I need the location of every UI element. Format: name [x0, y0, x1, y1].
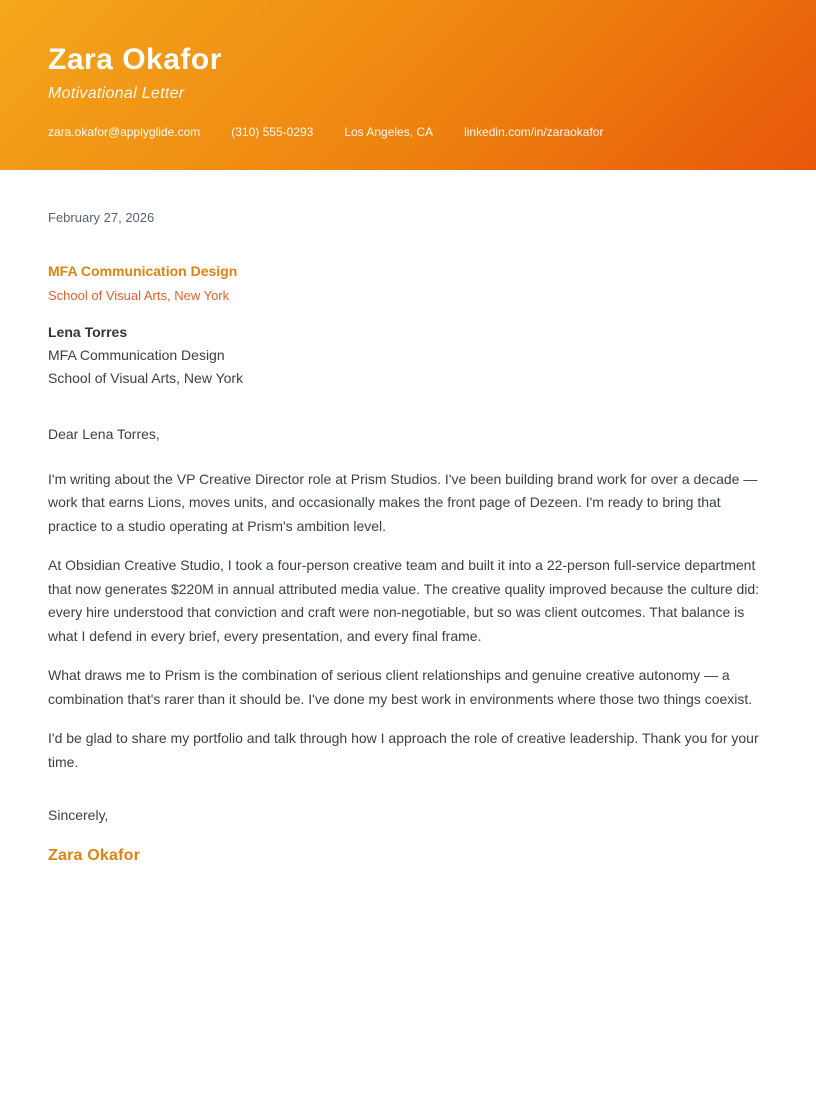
contact-linkedin: linkedin.com/in/zaraokafor	[464, 124, 604, 139]
paragraph-call-to-action: I'd be glad to share my portfolio and talk through how I approach the role of creative leadership. Thank you for your time.	[48, 730, 759, 770]
contact-location: Los Angeles, CA	[344, 124, 434, 139]
paragraph-motivation: What draws me to Prism is the combination of serious client relationships and genuine creative autonomy — a combination that's rarer than it should be. I've done my best work in environments where those two things coexist.	[48, 667, 753, 707]
applicant-name: Zara Okafor	[48, 43, 222, 76]
closing-line: Sincerely,	[48, 807, 109, 823]
letter-header	[0, 0, 816, 170]
contact-phone: (310) 555-0293	[231, 124, 314, 139]
contact-info-row	[48, 125, 768, 139]
contact-email: zara.okafor@applyglide.com	[48, 124, 201, 139]
recipient-contact-name: Lena Torres	[48, 324, 128, 340]
letter-body	[0, 210, 816, 865]
salutation: Dear Lena Torres,	[48, 426, 160, 442]
paragraph-experience: At Obsidian Creative Studio, I took a four-person creative team and built it into a 22-person full-service department that now generates $220M in annual attributed media value. The creative quality improved because the culture did: every hire understood that conviction and craft were non-negotiable, but so was client outcomes. That balance is what I defend in every brief, every presentation, and every final frame.	[48, 557, 760, 644]
recipient-block	[48, 262, 768, 390]
paragraph-intro: I'm writing about the VP Creative Director role at Prism Studios. I've been building brand work for over a decade — work that earns Lions, moves units, and occasionally makes the front page of Dezeen. I'm ready to bring that practice to a studio operating at Prism's ambition level.	[48, 470, 758, 534]
recipient-contact-program: MFA Communication Design	[48, 347, 225, 363]
recipient-program-heading: MFA Communication Design	[48, 263, 238, 279]
recipient-school-subheading: School of Visual Arts, New York	[48, 288, 230, 303]
signature-name: Zara Okafor	[48, 846, 141, 864]
document-type-subtitle: Motivational Letter	[48, 84, 185, 102]
recipient-contact-school: School of Visual Arts, New York	[48, 370, 244, 386]
letter-date: February 27, 2026	[48, 210, 155, 225]
